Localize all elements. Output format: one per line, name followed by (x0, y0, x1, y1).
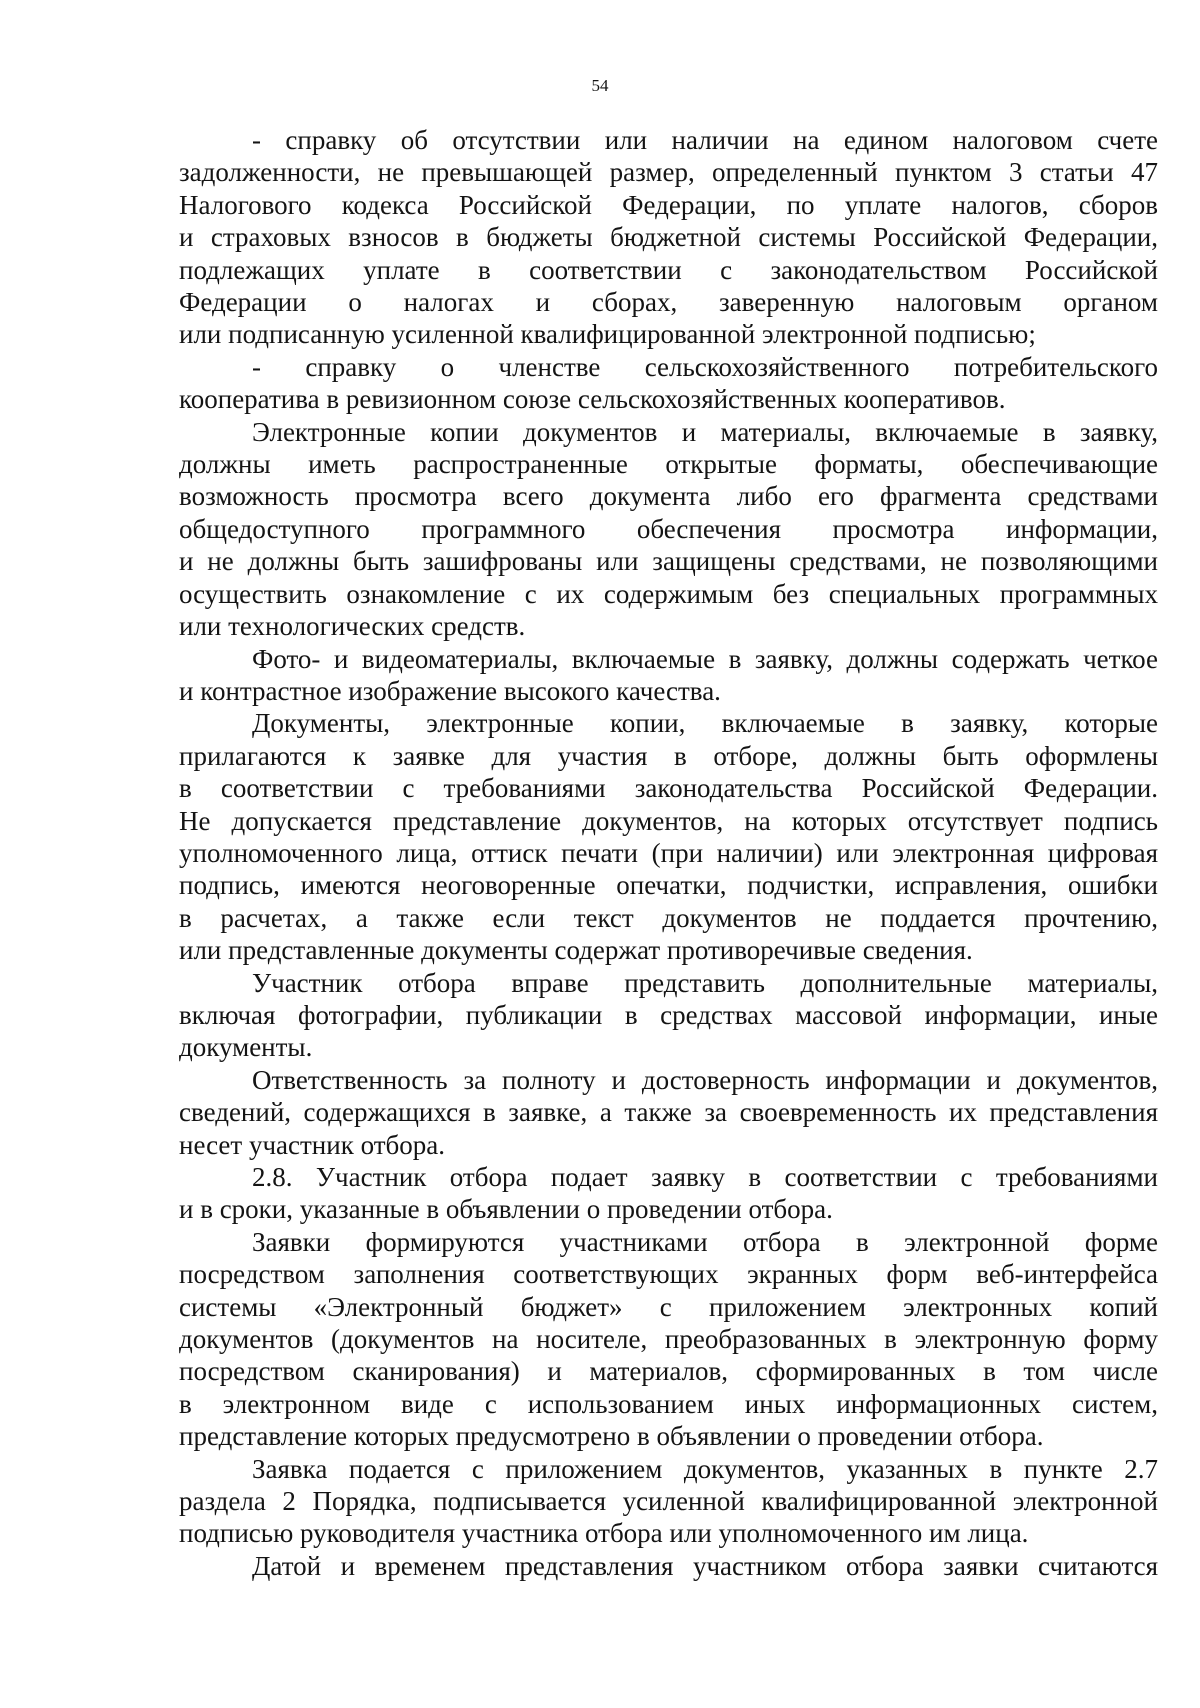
paragraph (179, 1161, 1158, 1226)
text-line: посредством заполнения соответствующих экранных форм веб-интерфейса (179, 1259, 1158, 1290)
document-body (179, 124, 1158, 1582)
text-line: должны иметь распространенные открытые форматы, обеспечивающие (179, 449, 1158, 480)
text-line: 2.8. Участник отбора подает заявку в соответствии с требованиями (252, 1162, 1158, 1192)
text-line: Заявка подается с приложением документов, указанных в пункте 2.7 (252, 1453, 1158, 1484)
paragraph (179, 643, 1158, 708)
paragraph (179, 1550, 1158, 1582)
text-line: посредством сканирования) и материалов, сформированных в том числе (179, 1356, 1158, 1387)
text-line: кооператива в ревизионном союзе сельскохозяйственных кооперативов. (179, 384, 1006, 415)
text-line: подписью руководителя участника отбора или уполномоченного им лица. (179, 1518, 1029, 1549)
text-line: несет участник отбора. (179, 1129, 445, 1160)
text-line: включая фотографии, публикации в средствах массовой информации, иные (179, 999, 1158, 1030)
text-line: Ответственность за полноту и достоверность информации и документов, (252, 1064, 1158, 1095)
text-line: осуществить ознакомление с их содержимым без специальных программных (179, 578, 1158, 609)
paragraph (179, 124, 1158, 351)
text-line: представление которых предусмотрено в объявлении о проведении отбора. (179, 1421, 1044, 1452)
text-line: - справку об отсутствии или наличии на едином налоговом счете (252, 125, 1158, 155)
text-line: задолженности, не превышающей размер, определенный пунктом 3 статьи 47 (179, 157, 1158, 188)
text-line: общедоступного программного обеспечения просмотра информации, (179, 513, 1158, 544)
text-line: или подписанную усиленной квалифицированной электронной подписью; (179, 319, 1036, 350)
text-line: и страховых взносов в бюджеты бюджетной системы Российской Федерации, (179, 222, 1158, 253)
text-line: сведений, содержащихся в заявке, а также за своевременность их представления (179, 1097, 1158, 1128)
text-line: уполномоченного лица, оттиск печати (при наличии) или электронная цифровая (179, 837, 1158, 868)
paragraph (179, 1064, 1158, 1161)
paragraph (179, 351, 1158, 416)
text-line: Электронные копии документов и материалы, включаемые в заявку, (252, 416, 1158, 447)
text-line: системы «Электронный бюджет» с приложением электронных копий (179, 1291, 1158, 1322)
text-line: в соответствии с требованиями законодательства Российской Федерации. (179, 773, 1158, 804)
text-line: и не должны быть зашифрованы или защищены средствами, не позволяющими (179, 546, 1158, 577)
text-line: в расчетах, а также если текст документов не поддается прочтению, (179, 902, 1158, 933)
text-line: Заявки формируются участниками отбора в электронной форме (252, 1226, 1158, 1257)
text-line: Участник отбора вправе представить дополнительные материалы, (252, 967, 1158, 998)
paragraph (179, 1226, 1158, 1453)
text-line: в электронном виде с использованием иных информационных систем, (179, 1388, 1158, 1419)
text-line: Налогового кодекса Российской Федерации, по уплате налогов, сборов (179, 189, 1158, 220)
text-line: Документы, электронные копии, включаемые в заявку, которые (252, 708, 1158, 739)
text-line: Федерации о налогах и сборах, заверенную налоговым органом (179, 287, 1158, 318)
text-line: прилагаются к заявке для участия в отборе, должны быть оформлены (179, 740, 1158, 771)
text-line: или технологических средств. (179, 611, 526, 642)
text-line: и в сроки, указанные в объявлении о проведении отбора. (179, 1194, 833, 1225)
text-line: или представленные документы содержат противоречивые сведения. (179, 935, 973, 966)
text-line: Датой и временем представления участником отбора заявки считаются (252, 1550, 1158, 1581)
text-line: Не допускается представление документов, на которых отсутствует подпись (179, 805, 1158, 836)
text-line: Фото- и видеоматериалы, включаемые в заявку, должны содержать четкое (252, 643, 1158, 674)
paragraph (179, 967, 1158, 1064)
paragraph (179, 416, 1158, 643)
text-line: - справку о членстве сельскохозяйственного потребительского (252, 351, 1158, 382)
paragraph (179, 1453, 1158, 1550)
text-line: подпись, имеются неоговоренные опечатки, подчистки, исправления, ошибки (179, 870, 1158, 901)
text-line: подлежащих уплате в соответствии с законодательством Российской (179, 254, 1158, 285)
text-line: документов (документов на носителе, преобразованных в электронную форму (179, 1324, 1158, 1355)
text-line: документы. (179, 1032, 313, 1063)
text-line: раздела 2 Порядка, подписывается усиленной квалифицированной электронной (179, 1486, 1158, 1517)
paragraph (179, 707, 1158, 966)
page-number: 54 (591, 76, 609, 95)
text-line: возможность просмотра всего документа либо его фрагмента средствами (179, 481, 1158, 512)
text-line: и контрастное изображение высокого качества. (179, 675, 721, 706)
